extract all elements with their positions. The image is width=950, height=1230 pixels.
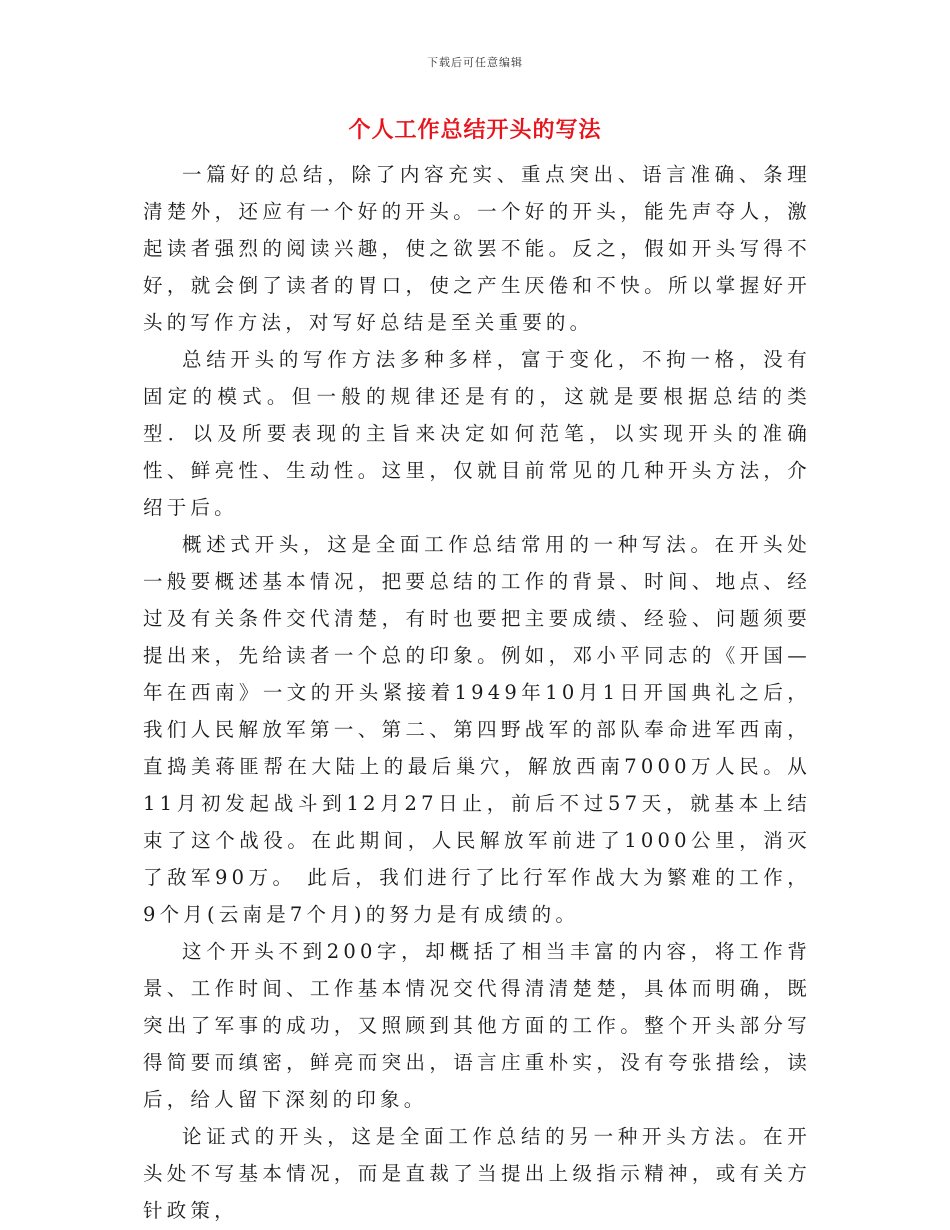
header-note: 下载后可任意编辑 (427, 56, 523, 69)
document-title: 个人工作总结开头的写法 (348, 117, 602, 143)
paragraph-argument-style: 论证式的开头，这是全面工作总结的另一种开头方法。在开头处不写基本情况，而是直裁了当提出上级指示精神，或有关方针政策， (143, 1125, 811, 1222)
paragraph-analysis: 这个开头不到200字，却概括了相当丰富的内容，将工作背景、工作时间、工作基本情况交代得清清楚楚，具体而明确，既突出了军事的成功，又照顾到其他方面的工作。整个开头部分写得简要而缜密，鲜亮而突出，语言庄重朴实，没有夸张措绘，读后，给人留下深刻的印象。 (143, 940, 811, 1111)
paragraph-methods: 总结开头的写作方法多种多样，富于变化，不拘一格，没有固定的模式。但一般的规律还是有的，这就是要根据总结的类型．以及所要表现的主旨来决定如何范笔，以实现开头的准确性、鲜亮性、生动性。这里，仅就目前常见的几种开头方法，介绍于后。 (143, 348, 811, 519)
paragraph-intro: 一篇好的总结，除了内容充实、重点突出、语言准确、条理清楚外，还应有一个好的开头。一个好的开头，能先声夺人，激起读者强烈的阅读兴趣，使之欲罢不能。反之，假如开头写得不好，就会倒了读者的胃口，使之产生厌倦和不快。所以掌握好开头的写作方法，对写好总结是至关重要的。 (143, 163, 811, 334)
paragraph-overview-style: 概述式开头，这是全面工作总结常用的一种写法。在开头处一般要概述基本情况，把要总结的工作的背景、时间、地点、经过及有关条件交代清楚，有时也要把主要成绩、经验、问题须要提出来，先给读者一个总的印象。例如，邓小平同志的《开国—年在西南》一文的开头紧接着1949年10月1日开国典礼之后，我们人民解放军第一、第二、第四野战军的部队奉命进军西南，直捣美蒋匪帮在大陆上的最后巢穴，解放西南7000万人民。从11月初发起战斗到12月27日止，前后不过57天，就基本上结束了这个战役。在此期间，人民解放军前进了1000公里，消灭了敌军90万。 此后，我们进行了比行军作战大为繁难的工作，9个月(云南是7个月)的努力是有成绩的。 (143, 533, 811, 926)
document-body (143, 156, 811, 1229)
